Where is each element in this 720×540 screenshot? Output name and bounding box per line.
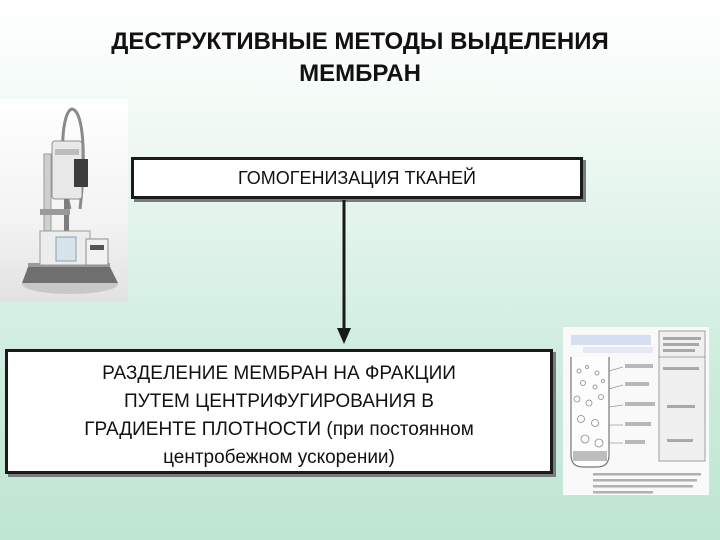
centrifugation-line-3: ГРАДИЕНТЕ ПЛОТНОСТИ (при постоянном (84, 419, 474, 440)
homogenizer-photo (0, 99, 128, 302)
homogenizer-illustration (0, 99, 128, 302)
centrifugation-line-4: центробежном ускорении) (163, 447, 395, 468)
homogenization-box (131, 157, 583, 199)
down-arrow-icon (334, 200, 354, 346)
homogenization-label: ГОМОГЕНИЗАЦИЯ ТКАНЕЙ (238, 168, 476, 188)
title-line-2: МЕМБРАН (299, 60, 421, 87)
title-line-1: ДЕСТРУКТИВНЫЕ МЕТОДЫ ВЫДЕЛЕНИЯ (111, 28, 609, 55)
centrifugation-line-2: ПУТЕМ ЦЕНТРИФУГИРОВАНИЯ В (124, 391, 434, 412)
centrifugation-box (5, 349, 553, 474)
density-gradient-figure (563, 327, 709, 495)
slide-title (40, 26, 680, 90)
gradient-tube-illustration (563, 327, 709, 495)
centrifugation-line-1: РАЗДЕЛЕНИЕ МЕМБРАН НА ФРАКЦИИ (102, 363, 456, 384)
